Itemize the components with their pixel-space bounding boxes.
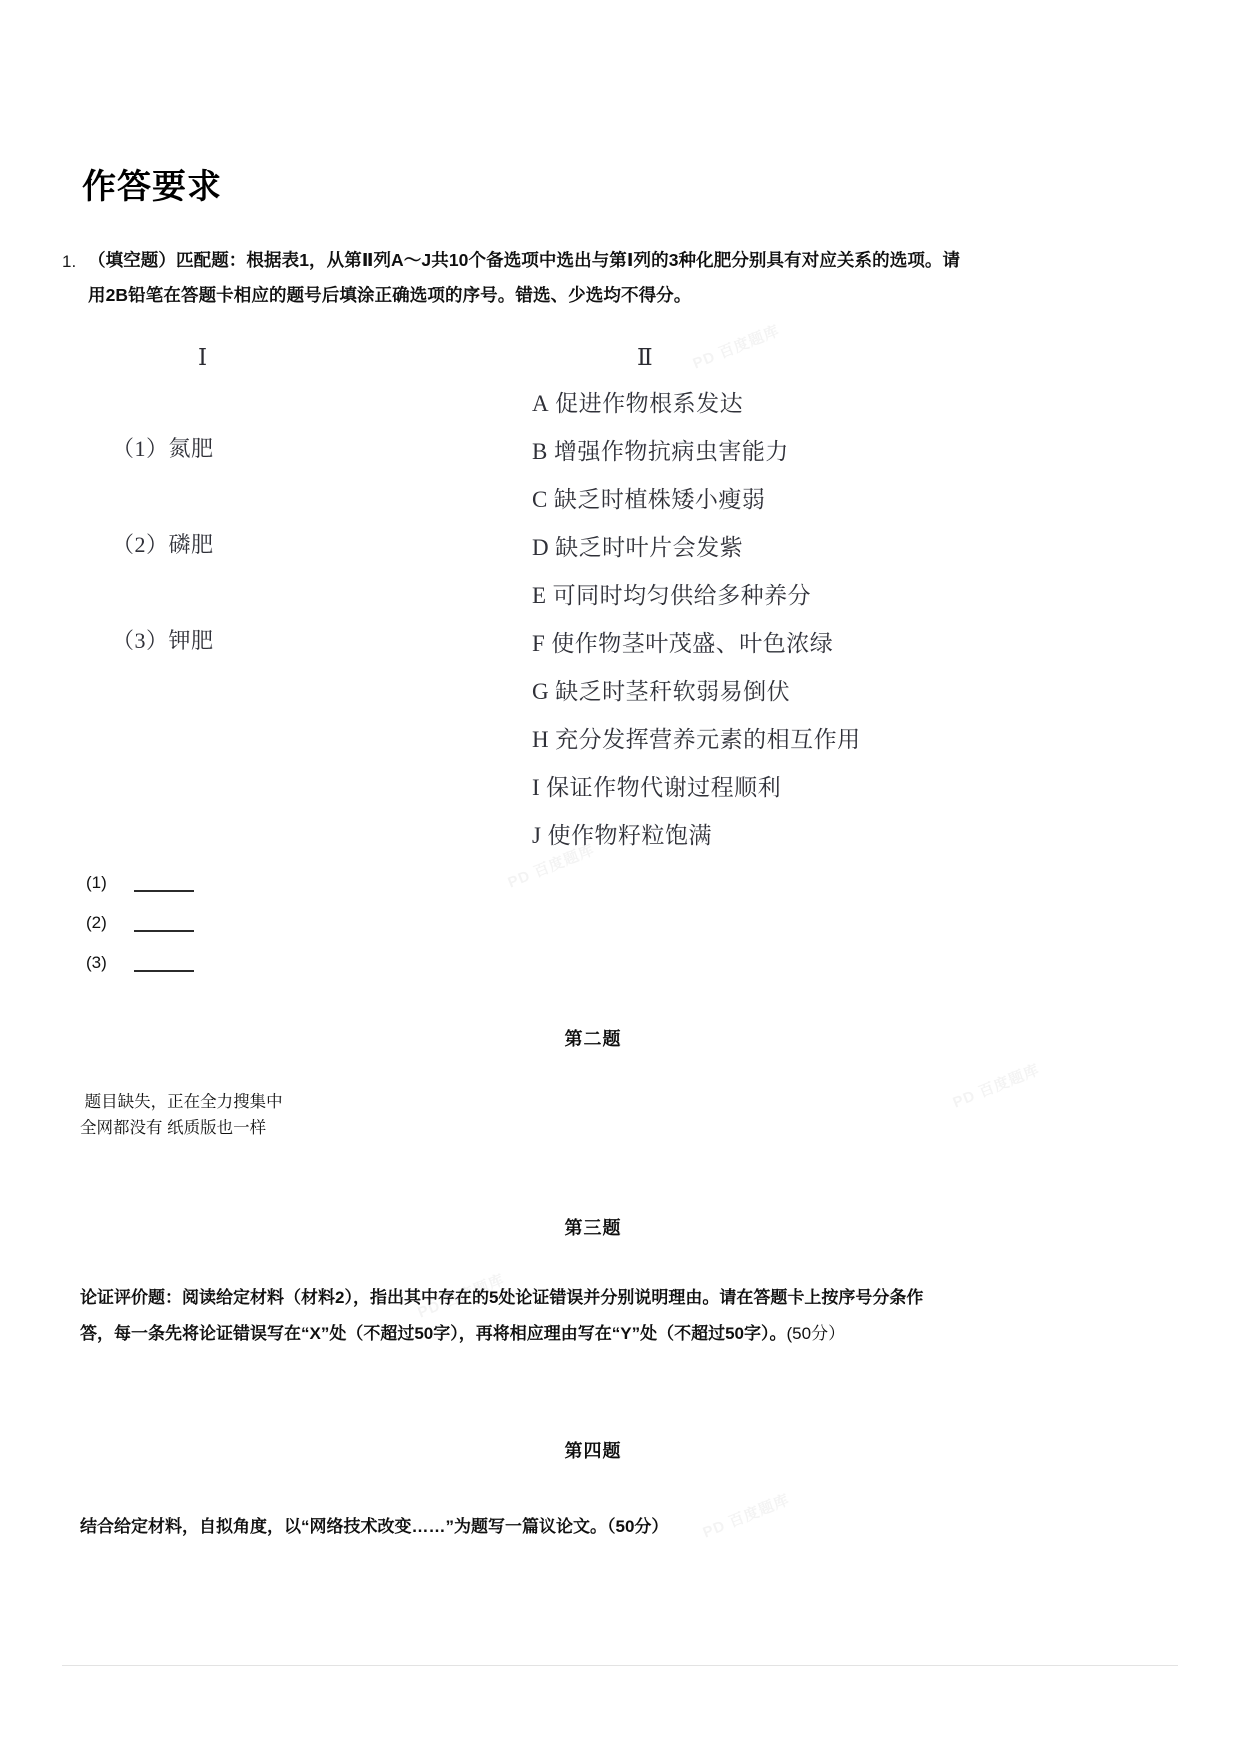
column-2-header: Ⅱ: [637, 344, 653, 370]
column-2-option-h: [532, 721, 861, 754]
option-label-f: F: [532, 630, 546, 656]
section-3-body-line-2: [80, 1316, 1120, 1352]
column-2-option-b: [532, 433, 789, 466]
option-text-a: 促进作物根系发达: [555, 390, 744, 416]
option-label-a: A: [532, 390, 550, 416]
option-label-c: C: [532, 486, 548, 512]
section-2-note-line-1: 题目缺失，正在全力搜集中: [80, 1092, 283, 1111]
option-label-i: I: [532, 774, 541, 800]
answer-blanks: [62, 863, 1124, 983]
section-2-heading: 第二题: [564, 1028, 622, 1049]
section-2-note: [62, 1089, 1124, 1142]
answer-input-2[interactable]: [134, 914, 194, 932]
section-2-note-line-2: 全网都没有 纸质版也一样: [80, 1119, 267, 1138]
section-3-body-line-2-text: 答，每一条先将论证错误写在“X”处（不超过50字），再将相应理由写在“Y”处（不超过50字）。: [80, 1323, 787, 1343]
question-1-line-2: 用2B铅笔在答题卡相应的题号后填涂正确选项的序号。错选、少选均不得分。: [88, 284, 692, 305]
column-2-option-d: [532, 529, 743, 562]
page-title: 作答要求: [82, 168, 222, 206]
column-2-option-a: [532, 385, 743, 418]
section-4-heading: 第四题: [564, 1441, 622, 1462]
option-text-h: 充分发挥营养元素的相互作用: [555, 726, 861, 752]
answer-row-2: [86, 903, 1124, 943]
column-1-item-3: （3）钾肥: [112, 627, 214, 653]
page-bottom-divider: [62, 1665, 1178, 1666]
column-2-option-g: [532, 673, 790, 706]
column-1-header: Ⅰ: [198, 344, 208, 370]
option-text-e: 可同时均匀供给多种养分: [552, 582, 812, 608]
question-1-line-1: （填空题）匹配题：根据表1，从第Ⅱ列A～J共10个备选项中选出与第Ⅰ列的3种化肥分别具有对应关系的选项。请: [88, 249, 961, 270]
section-4-body: 结合给定材料，自拟角度，以“网络技术改变……”为题写一篇议论文。（50分）: [80, 1517, 669, 1537]
question-1-text: [88, 243, 1124, 313]
option-label-b: B: [532, 438, 548, 464]
option-label-e: E: [532, 582, 547, 608]
answer-label-1: (1): [86, 872, 107, 892]
option-label-g: G: [532, 678, 550, 704]
answer-row-3: [86, 943, 1124, 983]
option-text-b: 增强作物抗病虫害能力: [553, 438, 789, 464]
answer-input-3[interactable]: [134, 954, 194, 972]
answer-row-1: [86, 863, 1124, 903]
section-3-heading: 第三题: [564, 1217, 622, 1238]
answer-label-3: (3): [86, 952, 107, 972]
option-text-g: 缺乏时茎秆软弱易倒伏: [555, 678, 791, 704]
option-text-d: 缺乏时叶片会发紫: [555, 534, 744, 560]
column-1-item-1: （1）氮肥: [112, 435, 214, 461]
option-label-h: H: [532, 726, 550, 752]
column-2-option-j: [532, 817, 712, 850]
option-label-j: J: [532, 822, 542, 848]
document-content: [62, 0, 1124, 1545]
matching-table: [62, 335, 1124, 855]
option-text-f: 使作物茎叶茂盛、叶色浓绿: [551, 630, 834, 656]
column-2-option-i: [532, 769, 781, 802]
option-text-i: 保证作物代谢过程顺利: [546, 774, 782, 800]
option-text-c: 缺乏时植株矮小瘦弱: [553, 486, 766, 512]
question-1-number: 1.: [62, 251, 77, 271]
column-1-item-2: （2）磷肥: [112, 531, 214, 557]
section-3-body: [62, 1280, 1124, 1351]
column-2-option-e: [532, 577, 811, 610]
section-3-score: (50分）: [786, 1323, 846, 1343]
column-2-option-c: [532, 481, 765, 514]
column-2-option-f: [532, 625, 833, 658]
answer-label-2: (2): [86, 912, 107, 932]
question-1: [62, 243, 1124, 313]
answer-input-1[interactable]: [134, 874, 194, 892]
section-3-body-line-1: 论证评价题：阅读给定材料（材料2），指出其中存在的5处论证错误并分别说明理由。请在答题卡上按序号分条作: [80, 1287, 924, 1307]
option-text-j: 使作物籽粒饱满: [547, 822, 712, 848]
option-label-d: D: [532, 534, 550, 560]
